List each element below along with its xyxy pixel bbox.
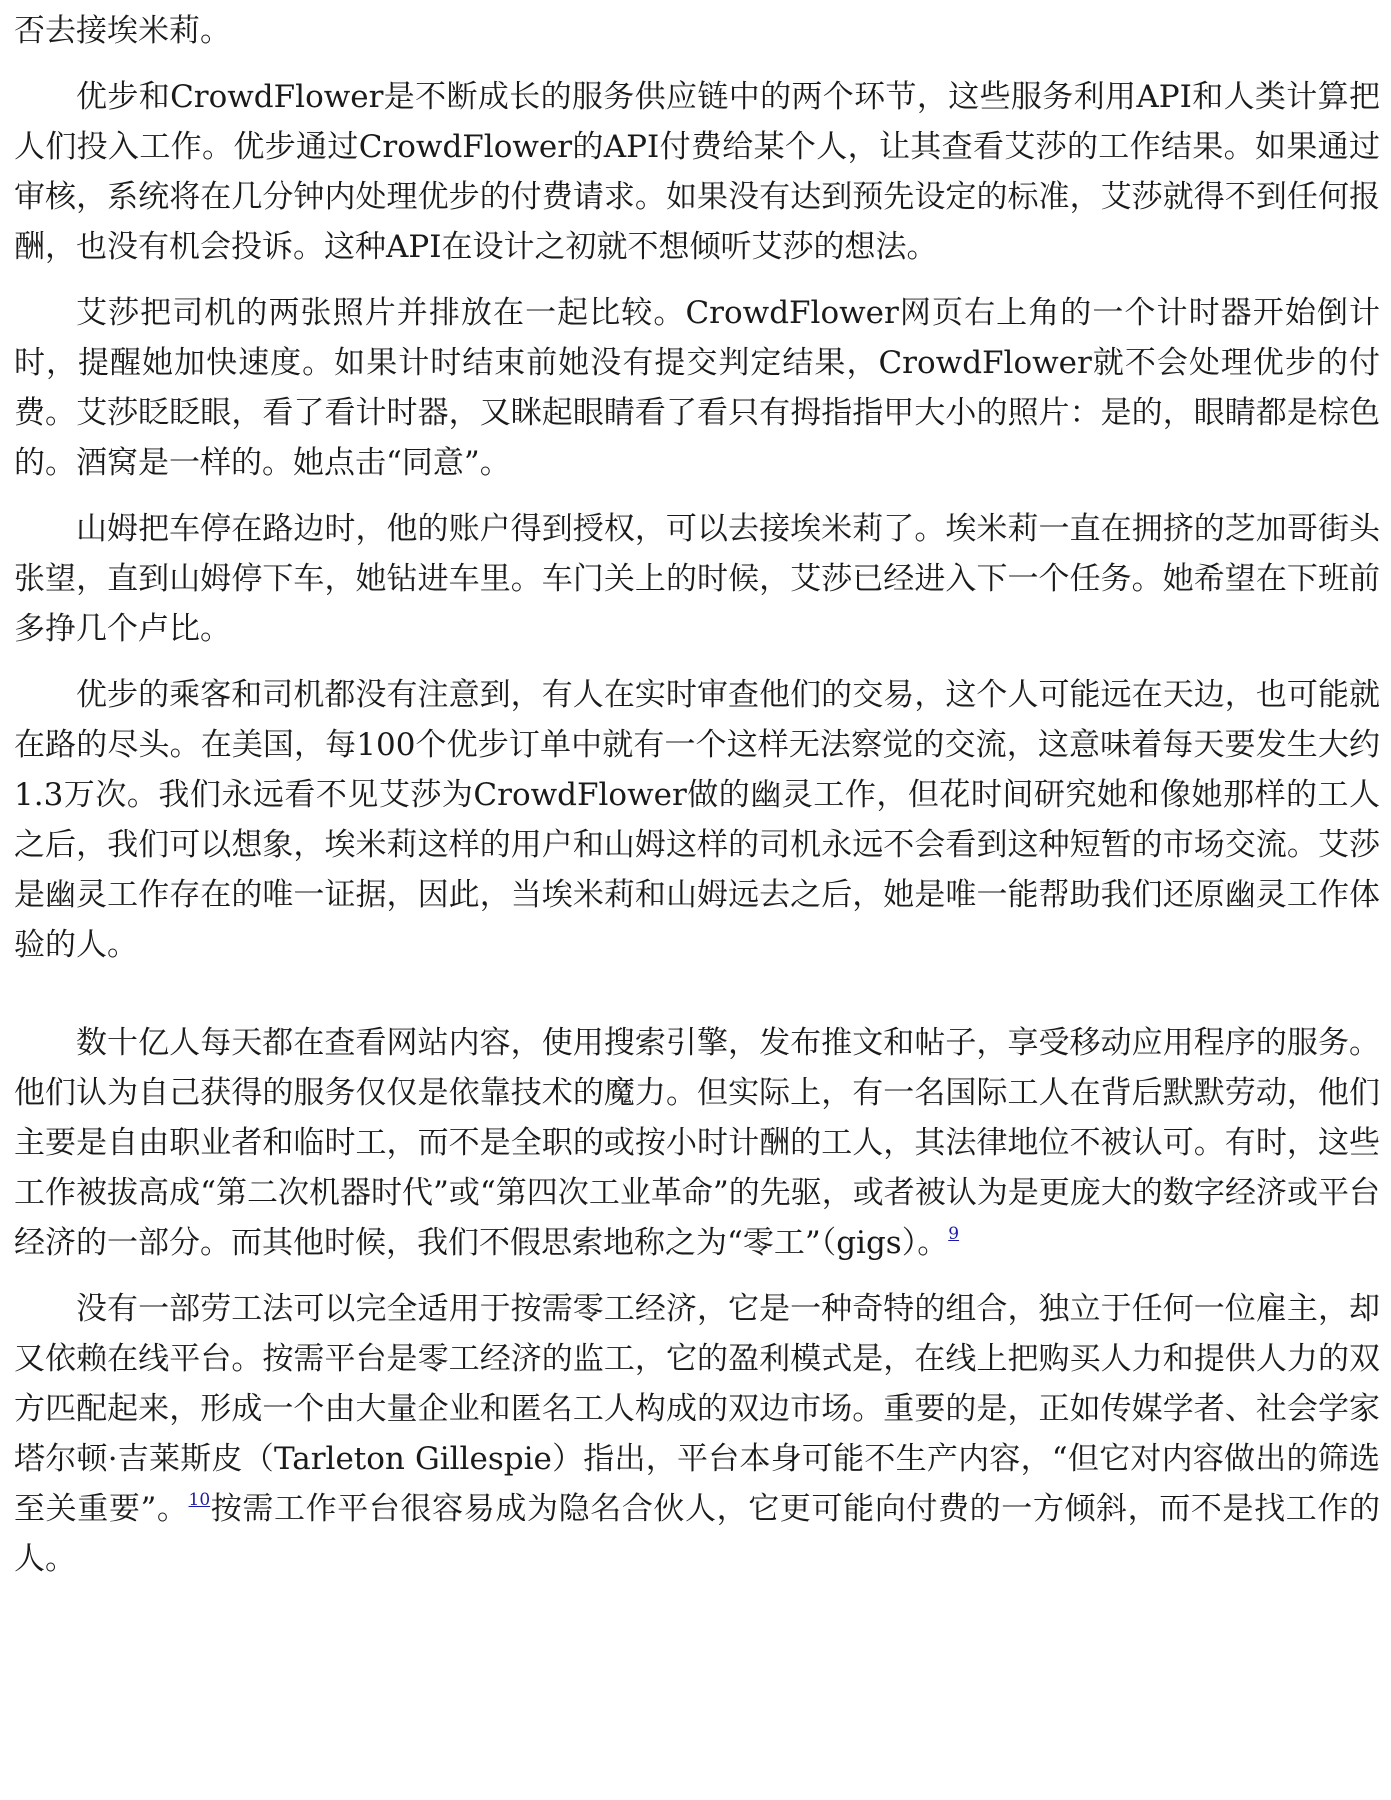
footnote-link-9[interactable]: 9 xyxy=(948,1224,960,1244)
document-page xyxy=(14,6,1380,1584)
paragraph-gig-economy xyxy=(14,1018,1380,1268)
paragraph-pickup: 山姆把车停在路边时，他的账户得到授权，可以去接埃米莉了。埃米莉一直在拥挤的芝加哥街头张望，直到山姆停下车，她钻进车里。车门关上的时候，艾莎已经进入下一个任务。她希望在下班前多挣几个卢比。 xyxy=(14,511,1380,647)
paragraph-labor-law xyxy=(14,1284,1380,1584)
paragraph-ghost-work: 优步的乘客和司机都没有注意到，有人在实时审查他们的交易，这个人可能远在天边，也可能就在路的尽头。在美国，每100个优步订单中就有一个这样无法察觉的交流，这意味着每天要发生大约1.3万次。我们永远看不见艾莎为CrowdFlower做的幽灵工作，但花时间研究她和像她那样的工人之后，我们可以想象，埃米莉这样的用户和山姆这样的司机永远不会看到这种短暂的市场交流。艾莎是幽灵工作存在的唯一证据，因此，当埃米莉和山姆远去之后，她是唯一能帮助我们还原幽灵工作体验的人。 xyxy=(14,677,1380,963)
paragraph-api-supply-chain: 优步和CrowdFlower是不断成长的服务供应链中的两个环节，这些服务利用API和人类计算把人们投入工作。优步通过CrowdFlower的API付费给某个人，让其查看艾莎的工作结果。如果通过审核，系统将在几分钟内处理优步的付费请求。如果没有达到预先设定的标准，艾莎就得不到任何报酬，也没有机会投诉。这种API在设计之初就不想倾听艾莎的想法。 xyxy=(14,79,1380,265)
paragraph-continuation: 否去接埃米莉。 xyxy=(14,13,231,49)
paragraph-text-after: 按需工作平台很容易成为隐名合伙人，它更可能向付费的一方倾斜，而不是找工作的人。 xyxy=(14,1491,1380,1577)
footnote-link-10[interactable]: 10 xyxy=(188,1490,211,1510)
paragraph-photo-comparison: 艾莎把司机的两张照片并排放在一起比较。CrowdFlower网页右上角的一个计时器开始倒计时，提醒她加快速度。如果计时结束前她没有提交判定结果，CrowdFlower就不会处理优步的付费。艾莎眨眨眼，看了看计时器，又眯起眼睛看了看只有拇指指甲大小的照片：是的，眼睛都是棕色的。酒窝是一样的。她点击“同意”。 xyxy=(14,295,1380,481)
paragraph-text-before: 没有一部劳工法可以完全适用于按需零工经济，它是一种奇特的组合，独立于任何一位雇主，却又依赖在线平台。按需平台是零工经济的监工，它的盈利模式是，在线上把购买人力和提供人力的双方匹配起来，形成一个由大量企业和匿名工人构成的双边市场。重要的是，正如传媒学者、社会学家塔尔顿·吉莱斯皮（Tarleton Gillespie）指出，平台本身可能不生产内容，“但它对内容做出的筛选至关重要”。 xyxy=(14,1291,1380,1527)
paragraph-text: 数十亿人每天都在查看网站内容，使用搜索引擎，发布推文和帖子，享受移动应用程序的服务。他们认为自己获得的服务仅仅是依靠技术的魔力。但实际上，有一名国际工人在背后默默劳动，他们主要是自由职业者和临时工，而不是全职的或按小时计酬的工人，其法律地位不被认可。有时，这些工作被拔高成“第二次机器时代”或“第四次工业革命”的先驱，或者被认为是更庞大的数字经济或平台经济的一部分。而其他时候，我们不假思索地称之为“零工”（gigs）。 xyxy=(14,1025,1380,1261)
